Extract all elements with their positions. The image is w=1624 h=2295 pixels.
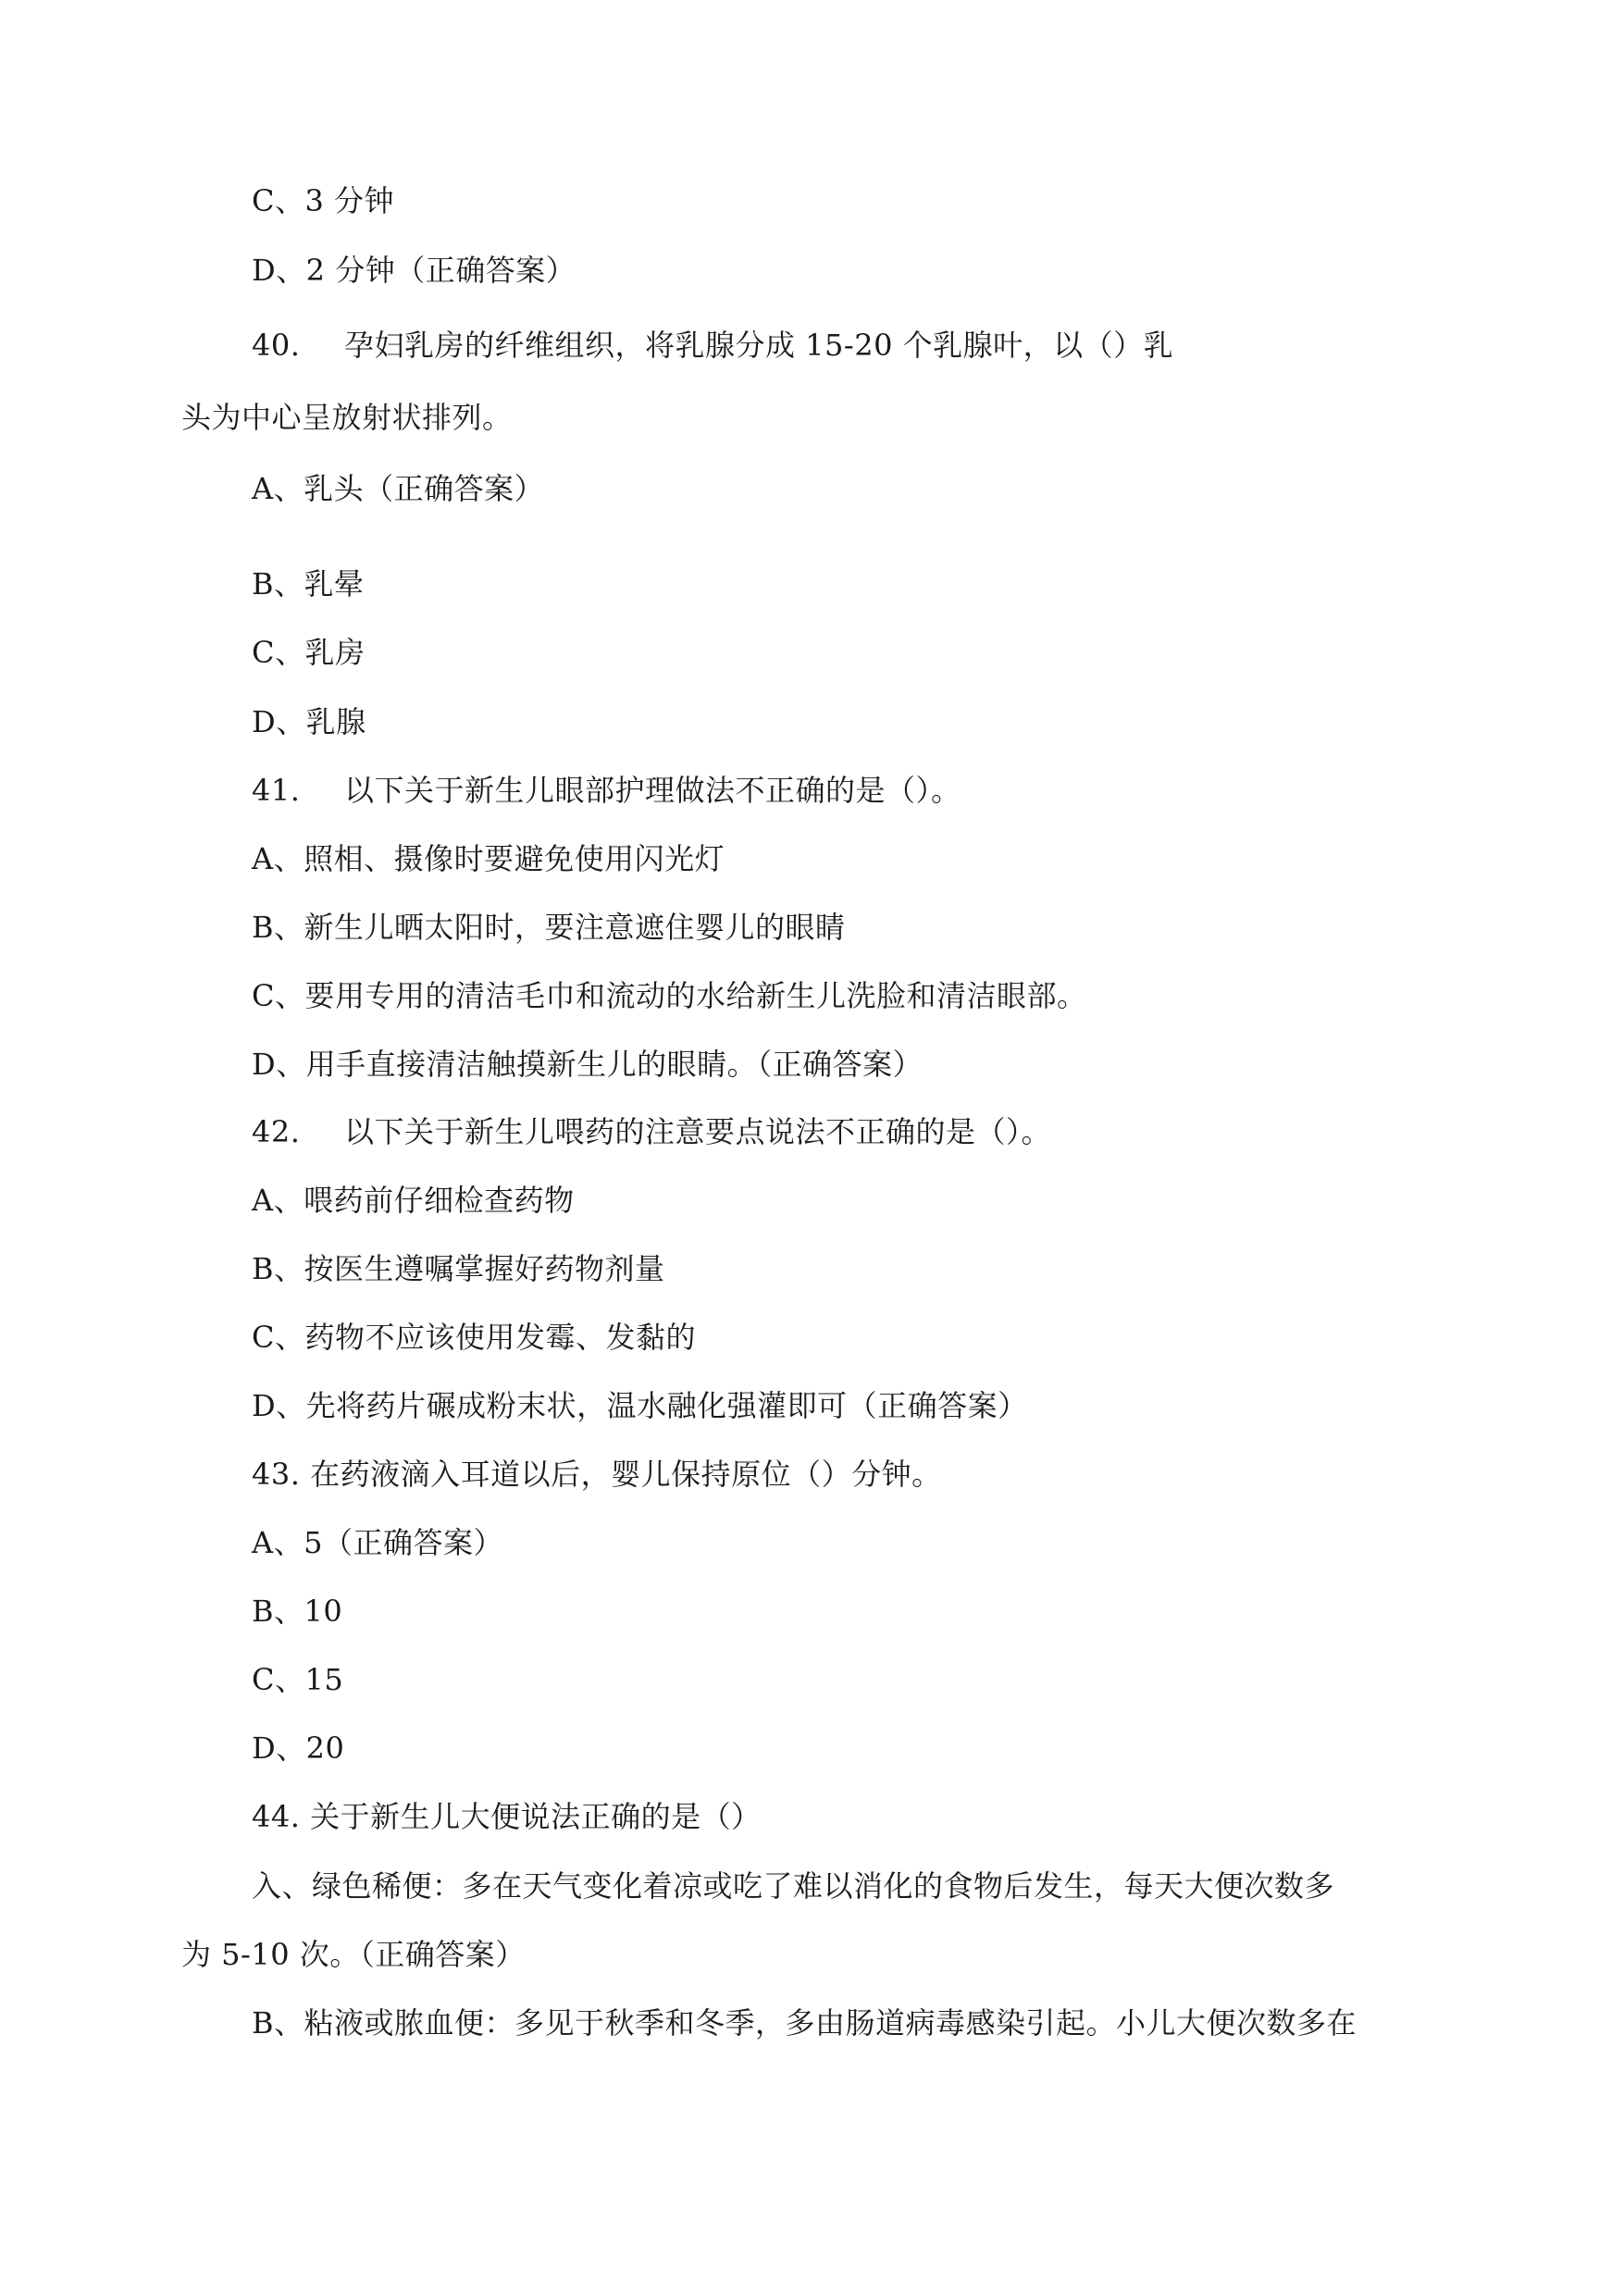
question-40-stem-continued: 头为中心呈放射状排列。 — [181, 400, 513, 435]
option-q42-d-correct: D、先将药片碾成粉末状，温水融化强灌即可（正确答案） — [252, 1388, 1028, 1423]
question-41-stem — [252, 772, 961, 809]
question-number: 41. — [252, 773, 301, 808]
question-40-stem — [252, 327, 1173, 364]
option-q40-d: D、乳腺 — [252, 704, 366, 739]
option-q40-c: C、乳房 — [252, 635, 366, 670]
question-text: 孕妇乳房的纤维组织，将乳腺分成 15-20 个乳腺叶，以（）乳 — [344, 328, 1174, 363]
question-text: 以下关于新生儿喂药的注意要点说法不正确的是（）。 — [344, 1114, 1052, 1149]
option-q39-c: C、3 分钟 — [252, 183, 395, 218]
question-number: 40. — [252, 328, 301, 363]
option-q42-a: A、喂药前仔细检查药物 — [252, 1183, 575, 1218]
option-q43-a-correct: A、5（正确答案） — [252, 1525, 503, 1560]
option-q44-a-correct: 入、绿色稀便：多在天气变化着凉或吃了难以消化的食物后发生，每天大便次数多 — [252, 1868, 1335, 1904]
question-42-stem — [252, 1113, 1051, 1150]
option-q42-c: C、药物不应该使用发霉、发黏的 — [252, 1320, 696, 1355]
option-q44-a-continued: 为 5-10 次。（正确答案） — [181, 1937, 526, 1972]
question-44-stem: 44. 关于新生儿大便说法正确的是（） — [252, 1799, 762, 1834]
option-q41-c: C、要用专用的清洁毛巾和流动的水给新生儿洗脸和清洁眼部。 — [252, 978, 1087, 1013]
option-q43-c: C、15 — [252, 1662, 344, 1697]
option-q43-d: D、20 — [252, 1731, 345, 1766]
option-q39-d-correct: D、2 分钟（正确答案） — [252, 253, 576, 288]
option-q40-b: B、乳晕 — [252, 566, 365, 602]
question-number: 42. — [252, 1114, 301, 1149]
option-q43-b: B、10 — [252, 1594, 343, 1629]
question-43-stem: 43. 在药液滴入耳道以后，婴儿保持原位（）分钟。 — [252, 1457, 942, 1492]
option-q41-b: B、新生儿晒太阳时，要注意遮住婴儿的眼睛 — [252, 910, 846, 945]
option-q41-a: A、照相、摄像时要避免使用闪光灯 — [252, 841, 725, 876]
option-q40-a-correct: A、乳头（正确答案） — [252, 471, 545, 506]
question-text: 以下关于新生儿眼部护理做法不正确的是（）。 — [344, 773, 961, 808]
option-q42-b: B、按医生遵嘱掌握好药物剂量 — [252, 1251, 665, 1286]
option-q44-b: B、粘液或脓血便：多见于秋季和冬季，多由肠道病毒感染引起。小儿大便次数多在 — [252, 2005, 1357, 2041]
option-q41-d-correct: D、用手直接清洁触摸新生儿的眼睛。（正确答案） — [252, 1047, 924, 1082]
